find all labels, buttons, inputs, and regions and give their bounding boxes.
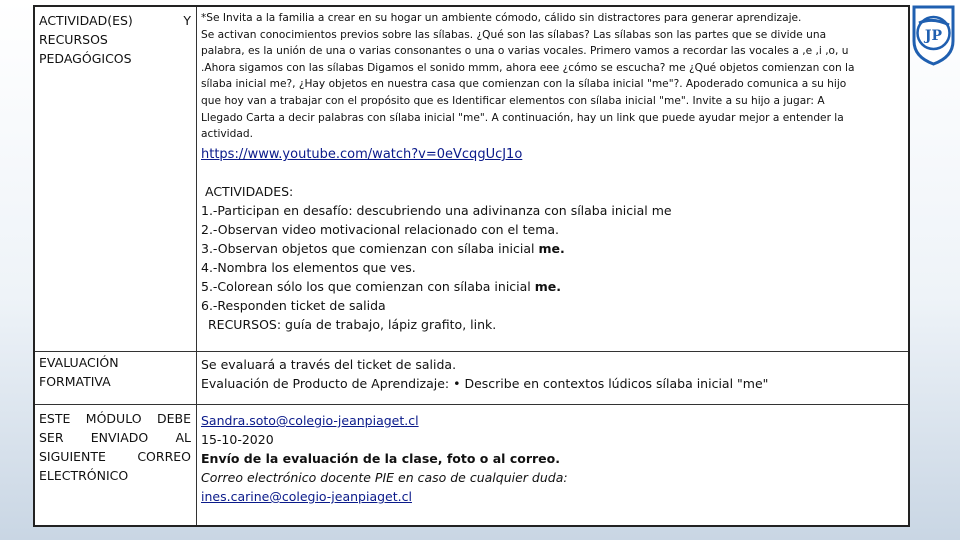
- intro-paragraph: [201, 10, 902, 143]
- intro-line: .Ahora sigamos con las sílabas Digamos el sonido mmm, ahora eee ¿cómo se escucha? me ¿Qué objetos comienzan con la: [201, 61, 855, 74]
- activity-item: [201, 277, 902, 296]
- evaluation-line: Evaluación de Producto de Aprendizaje: • Describe en contextos lúdicos sílaba inicial "me": [201, 376, 769, 391]
- row-divider-1: [35, 351, 908, 352]
- activities-title: ACTIVIDADES:: [205, 184, 294, 199]
- activity-item: [201, 201, 902, 220]
- label-word: SER: [39, 430, 64, 445]
- submission-note: Envío de la evaluación de la clase, foto o al correo.: [201, 451, 560, 466]
- label-line: RECURSOS: [39, 32, 108, 47]
- resources-text: guía de trabajo, lápiz grafito, link.: [281, 317, 497, 332]
- activity-item: [201, 239, 902, 258]
- label-line: PEDAGÓGICOS: [39, 51, 132, 66]
- formative-evaluation-label: [39, 353, 191, 391]
- pie-email-link[interactable]: ines.carine@colegio-jeanpiaget.cl: [201, 489, 412, 504]
- due-date: 15-10-2020: [201, 432, 274, 447]
- submission-label: [39, 409, 191, 485]
- activity-text: 4.-Nombra los elementos que ves.: [201, 260, 416, 275]
- label-word: CORREO: [137, 449, 191, 464]
- pie-note: Correo electrónico docente PIE en caso de cualquier duda:: [201, 470, 568, 485]
- label-line: ELECTRÓNICO: [39, 468, 129, 483]
- video-link-row: [201, 147, 902, 162]
- contact-block: [201, 411, 902, 506]
- label-word: MÓDULO: [85, 411, 142, 426]
- activity-item: [201, 258, 902, 277]
- video-link[interactable]: https://www.youtube.com/watch?v=0eVcqgUcJ1o: [201, 147, 523, 162]
- intro-line: Llegado Carta a decir palabras con sílaba inicial "me". A continuación, hay un link que puede ayudar mejor a entender la: [201, 111, 844, 124]
- intro-line: que hoy van a trabajar con el propósito que es Identificar elementos con sílaba inicial "me". Invite a su hijo a jugar: A: [201, 94, 825, 107]
- activity-text: 1.-Participan en desafío: descubriendo una adivinanza con sílaba inicial me: [201, 203, 672, 218]
- evaluation-block: [201, 355, 902, 393]
- activity-item: [201, 296, 902, 315]
- label-word: SIGUIENTE: [39, 449, 106, 464]
- activity-bold: me.: [538, 241, 565, 256]
- intro-line: palabra, es la unión de una o varias consonantes o una o varias vocales. Primero vamos a recordar las vocales a ,e ,i ,o, u: [201, 45, 849, 58]
- resources-label: RECURSOS:: [208, 317, 282, 332]
- label-word: ESTE: [39, 411, 71, 426]
- activity-text: 5.-Colorean sólo los que comienzan con sílaba inicial: [201, 279, 535, 294]
- activities-block: [201, 182, 902, 334]
- resources-line: [201, 315, 902, 334]
- label-line: Y: [183, 13, 191, 28]
- intro-line: actividad.: [201, 128, 253, 141]
- school-crest-icon: [911, 3, 956, 66]
- intro-line: sílaba inicial me?, ¿Hay objetos en nuestra casa que comienzan con la sílaba inicial "me"?. Apoderado comunica a su hijo: [201, 78, 847, 91]
- activity-text: 6.-Responden ticket de salida: [201, 298, 386, 313]
- label-line: ACTIVIDAD(ES): [39, 13, 133, 28]
- evaluation-line: Se evaluará a través del ticket de salida.: [201, 357, 457, 372]
- label-line: FORMATIVA: [39, 374, 111, 389]
- lesson-table: [33, 5, 910, 527]
- logo-initials: JP: [924, 28, 943, 44]
- activity-bold: me.: [534, 279, 562, 294]
- activity-text: 3.-Observan objetos que comienzan con sílaba inicial: [201, 241, 539, 256]
- label-line: EVALUACIÓN: [39, 355, 119, 370]
- label-word: ENVIADO: [90, 430, 149, 445]
- label-word: DEBE: [156, 411, 191, 426]
- activity-item: [201, 220, 902, 239]
- row-divider-2: [35, 404, 908, 405]
- intro-line: *Se Invita a la familia a crear en su hogar un ambiente cómodo, cálido sin distractores para generar aprendizaje.: [201, 12, 802, 24]
- activities-resources-label: [39, 11, 191, 68]
- intro-line: Se activan conocimientos previos sobre las sílabas. ¿Qué son las sílabas? Las sílabas son las partes que se divide una: [201, 28, 827, 41]
- label-word: AL: [175, 430, 191, 445]
- column-divider: [196, 7, 197, 525]
- activity-text: 2.-Observan video motivacional relacionado con el tema.: [201, 222, 560, 237]
- teacher-email-link[interactable]: Sandra.soto@colegio-jeanpiaget.cl: [201, 413, 419, 428]
- school-logo: [911, 3, 956, 66]
